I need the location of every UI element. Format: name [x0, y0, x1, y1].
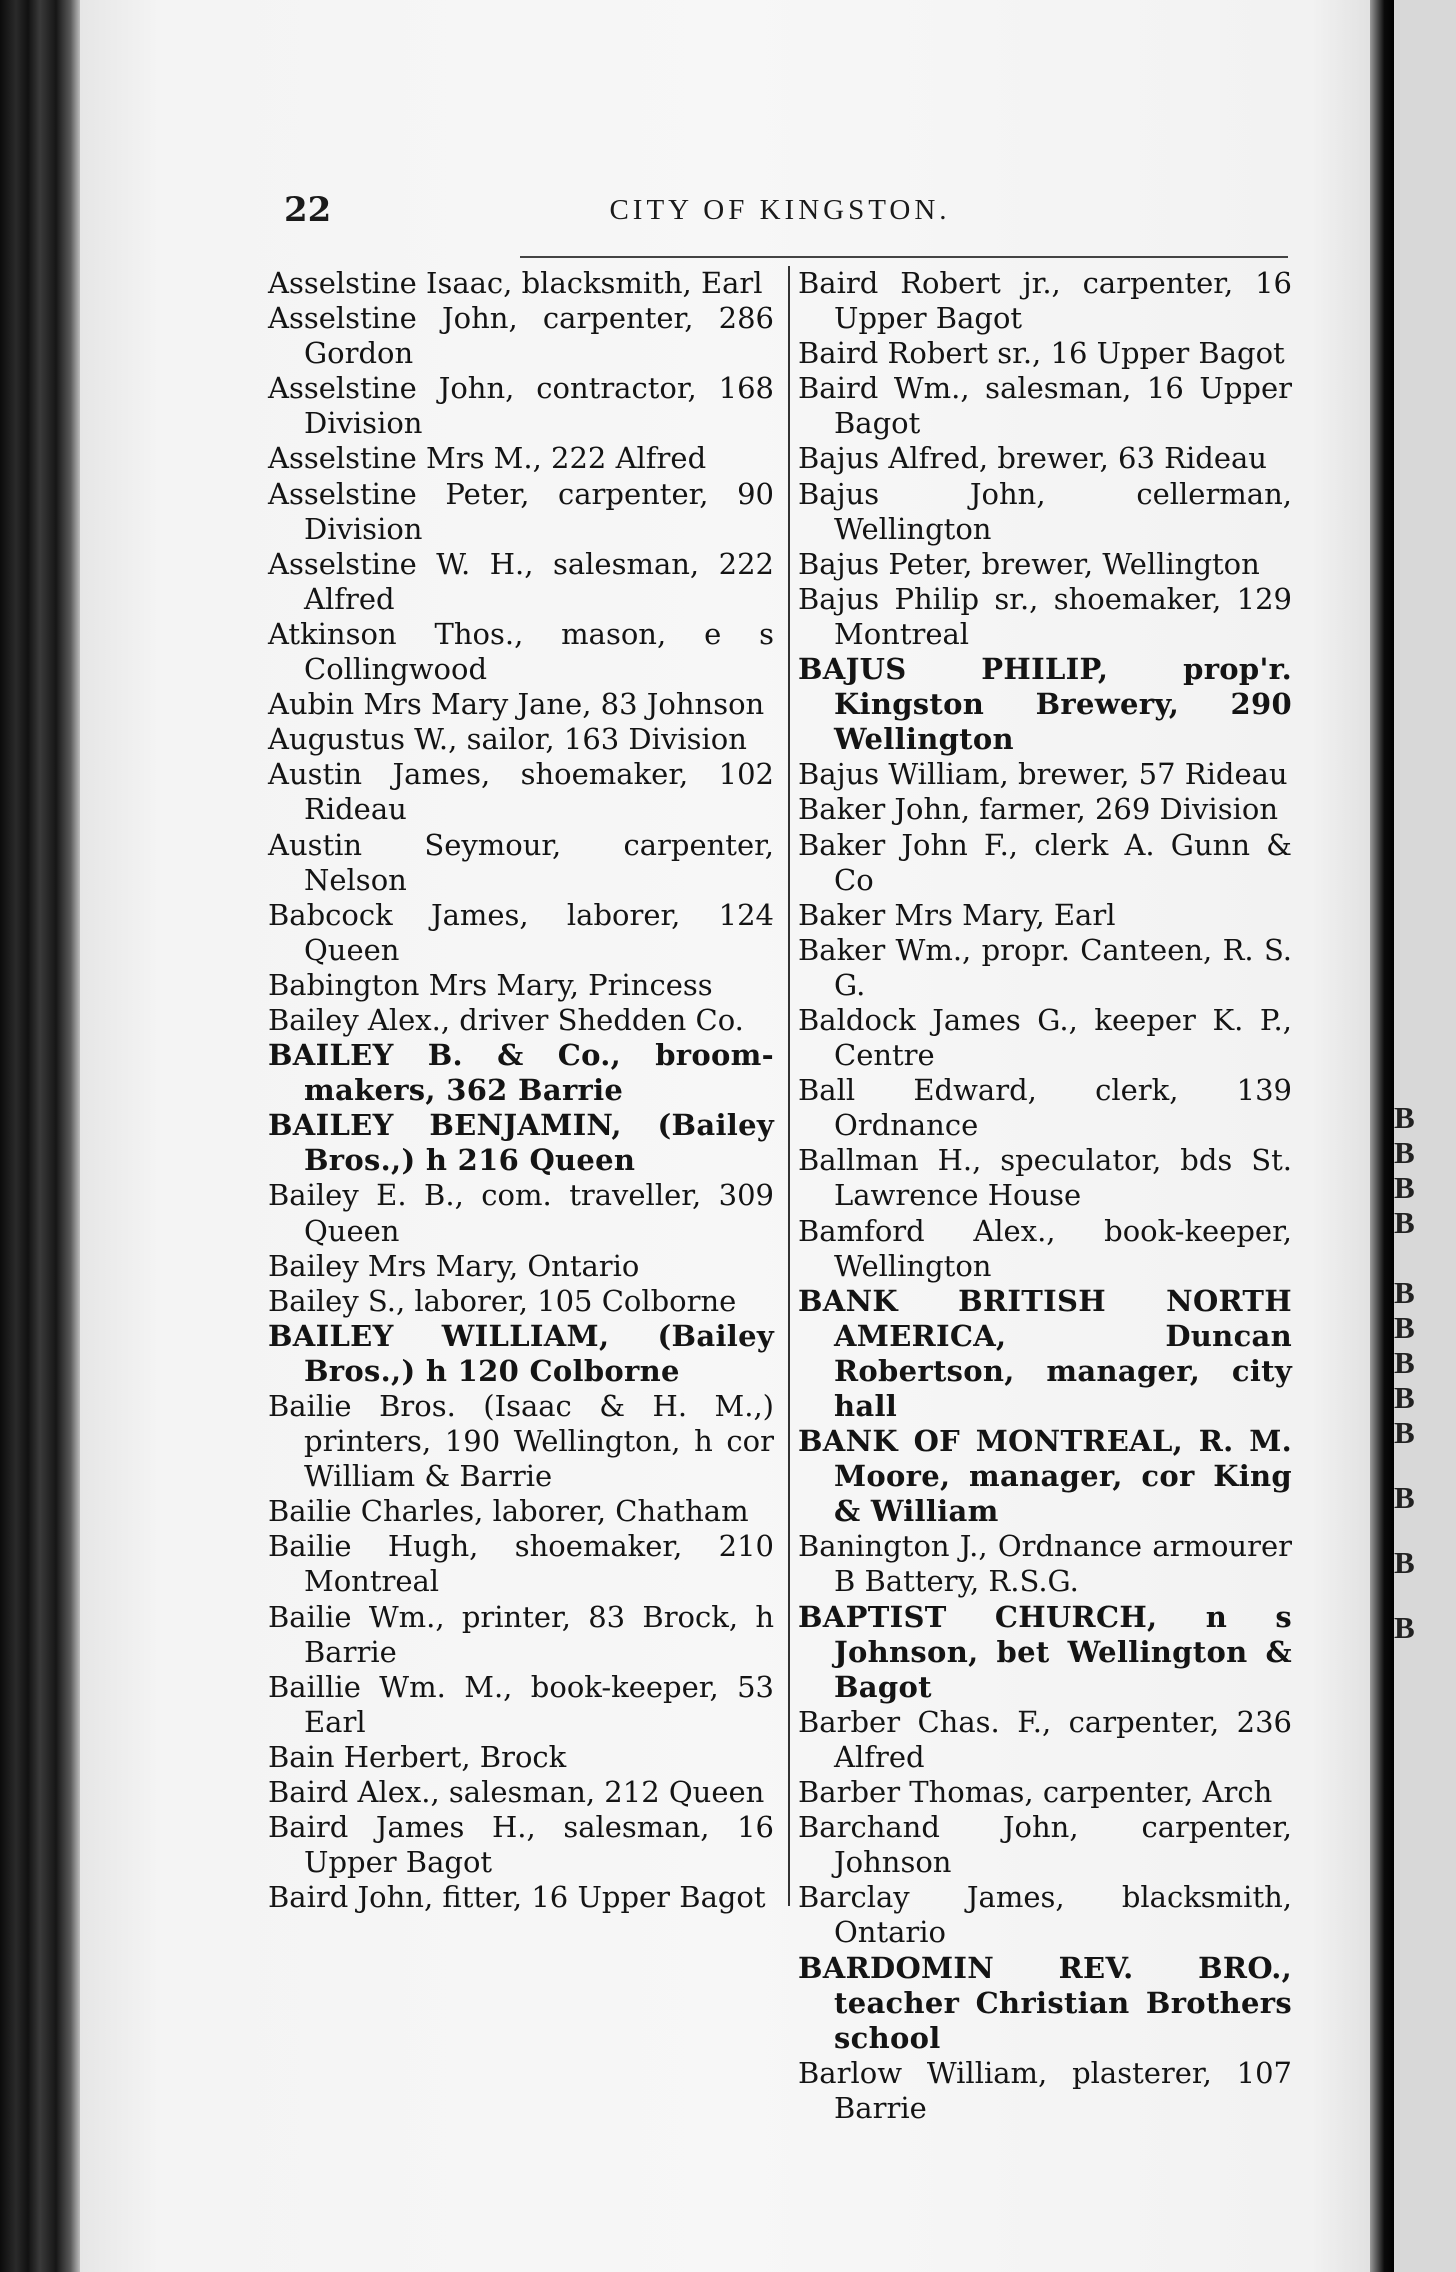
directory-entry: Bajus Philip sr., shoemaker, 129 Montreal: [798, 581, 1292, 651]
directory-entry: Barclay James, blacksmith, Ontario: [798, 1880, 1292, 1950]
next-page-letter: B: [1394, 1135, 1415, 1170]
left-column: [268, 266, 774, 1916]
directory-entry: Asselstine Peter, carpenter, 90 Division: [268, 476, 774, 546]
directory-entry: Bailey Mrs Mary, Ontario: [268, 1248, 640, 1283]
next-page-letter: B: [1394, 1345, 1415, 1380]
directory-entry: Bailey Alex., driver Shedden Co.: [268, 1002, 744, 1037]
directory-entry: Baird Robert sr., 16 Upper Bagot: [798, 336, 1285, 371]
page-header: [270, 190, 1290, 234]
next-page-edge: [1394, 0, 1456, 2272]
directory-entry: Asselstine Mrs M., 222 Alfred: [268, 441, 707, 476]
directory-entry: Asselstine Isaac, blacksmith, Earl: [268, 266, 763, 300]
directory-entry: Augustus W., sailor, 163 Division: [268, 722, 747, 757]
directory-entry: Bain Herbert, Brock: [268, 1739, 567, 1774]
directory-entry: Bajus Alfred, brewer, 63 Rideau: [798, 441, 1267, 476]
directory-entry: Barchand John, carpenter, Johnson: [798, 1810, 1292, 1880]
directory-entry: Bamford Alex., book-keeper, Wellington: [798, 1213, 1292, 1283]
directory-entry: Baird Alex., salesman, 212 Queen: [268, 1775, 765, 1810]
directory-entry: Asselstine John, carpenter, 286 Gordon: [268, 301, 774, 371]
page-number: 22: [284, 190, 332, 230]
directory-entry: Barber Chas. F., carpenter, 236 Alfred: [798, 1704, 1292, 1774]
next-page-letter: B: [1394, 1275, 1415, 1310]
directory-entry: Austin James, shoemaker, 102 Rideau: [268, 757, 774, 827]
next-page-letter: B: [1394, 1205, 1415, 1240]
directory-entry: BAPTIST CHURCH, n s Johnson, bet Wellington & Bagot: [798, 1599, 1292, 1704]
directory-entry: Bajus John, cellerman, Wellington: [798, 476, 1292, 546]
directory-entry: BANK BRITISH NORTH AMERICA, Duncan Robertson, manager, city hall: [798, 1283, 1292, 1423]
directory-entry: Bajus Peter, brewer, Wellington: [798, 546, 1260, 581]
header-rule: [520, 256, 1288, 258]
directory-entry: Bailie Wm., printer, 83 Brock, h Barrie: [268, 1599, 774, 1669]
next-page-letter: B: [1394, 1480, 1415, 1515]
directory-entry: Baker Mrs Mary, Earl: [798, 897, 1116, 932]
directory-entry: Austin Seymour, carpenter, Nelson: [268, 827, 774, 897]
directory-entry: Bailie Bros. (Isaac & H. M.,) printers, 190 Wellington, h cor William & Barrie: [268, 1389, 774, 1494]
directory-entry: Ballman H., speculator, bds St. Lawrence House: [798, 1143, 1292, 1213]
directory-entry: Bajus William, brewer, 57 Rideau: [798, 757, 1288, 792]
next-page-letter: B: [1394, 1380, 1415, 1415]
directory-entry: Baird Wm., salesman, 16 Upper Bagot: [798, 371, 1292, 441]
next-page-letter: B: [1394, 1545, 1415, 1580]
next-page-letter: B: [1394, 1310, 1415, 1345]
directory-entry: BANK OF MONTREAL, R. M. Moore, manager, cor King & William: [798, 1424, 1292, 1529]
directory-entry: Banington J., Ordnance armourer B Battery, R.S.G.: [798, 1529, 1292, 1599]
directory-entry: Baird James H., salesman, 16 Upper Bagot: [268, 1810, 774, 1880]
directory-entry: Baird John, fitter, 16 Upper Bagot: [268, 1880, 766, 1915]
directory-entry: Bailey S., laborer, 105 Colborne: [268, 1283, 737, 1318]
directory-entry: Aubin Mrs Mary Jane, 83 Johnson: [268, 687, 765, 722]
directory-entry: Bailie Hugh, shoemaker, 210 Montreal: [268, 1529, 774, 1599]
directory-entry: Baker John F., clerk A. Gunn & Co: [798, 827, 1292, 897]
directory-entry: Barlow William, plasterer, 107 Barrie: [798, 2055, 1292, 2125]
directory-entry: Asselstine W. H., salesman, 222 Alfred: [268, 546, 774, 616]
directory-entry: Babington Mrs Mary, Princess: [268, 967, 713, 1002]
next-page-letter: B: [1394, 1415, 1415, 1450]
directory-entry: Baillie Wm. M., book-keeper, 53 Earl: [268, 1669, 774, 1739]
directory-entry: Baldock James G., keeper K. P., Centre: [798, 1002, 1292, 1073]
directory-entry: Ball Edward, clerk, 139 Ordnance: [798, 1073, 1292, 1143]
directory-entry: BAILEY BENJAMIN, (Bailey Bros.,) h 216 Queen: [268, 1108, 774, 1178]
book-spine: [0, 0, 80, 2272]
directory-entry: Baker John, farmer, 269 Division: [798, 792, 1279, 827]
directory-entry: Babcock James, laborer, 124 Queen: [268, 897, 774, 967]
directory-entry: Atkinson Thos., mason, e s Collingwood: [268, 616, 774, 687]
next-page-letter: B: [1394, 1610, 1415, 1645]
directory-entry: BAILEY B. & Co., broom-makers, 362 Barrie: [268, 1038, 774, 1108]
directory-entry: Baird Robert jr., carpenter, 16 Upper Bagot: [798, 266, 1292, 336]
directory-entry: Bailie Charles, laborer, Chatham: [268, 1494, 749, 1529]
directory-entry: BAILEY WILLIAM, (Bailey Bros.,) h 120 Colborne: [268, 1318, 774, 1388]
next-page-letter: B: [1394, 1100, 1415, 1135]
page-gutter: [1370, 0, 1394, 2272]
directory-entry: Barber Thomas, carpenter, Arch: [798, 1775, 1273, 1810]
running-title: CITY OF KINGSTON.: [609, 194, 951, 226]
next-page-letter: B: [1394, 1170, 1415, 1205]
directory-entry: BAJUS PHILIP, prop'r. Kingston Brewery, 290 Wellington: [798, 652, 1292, 757]
directory-entry: Bailey E. B., com. traveller, 309 Queen: [268, 1178, 774, 1248]
column-divider: [788, 266, 790, 1906]
right-column: [798, 266, 1292, 2125]
directory-entry: Asselstine John, contractor, 168 Division: [268, 371, 774, 441]
directory-entry: BARDOMIN REV. BRO., teacher Christian Brothers school: [798, 1950, 1292, 2055]
directory-entry: Baker Wm., propr. Canteen, R. S. G.: [798, 932, 1292, 1002]
